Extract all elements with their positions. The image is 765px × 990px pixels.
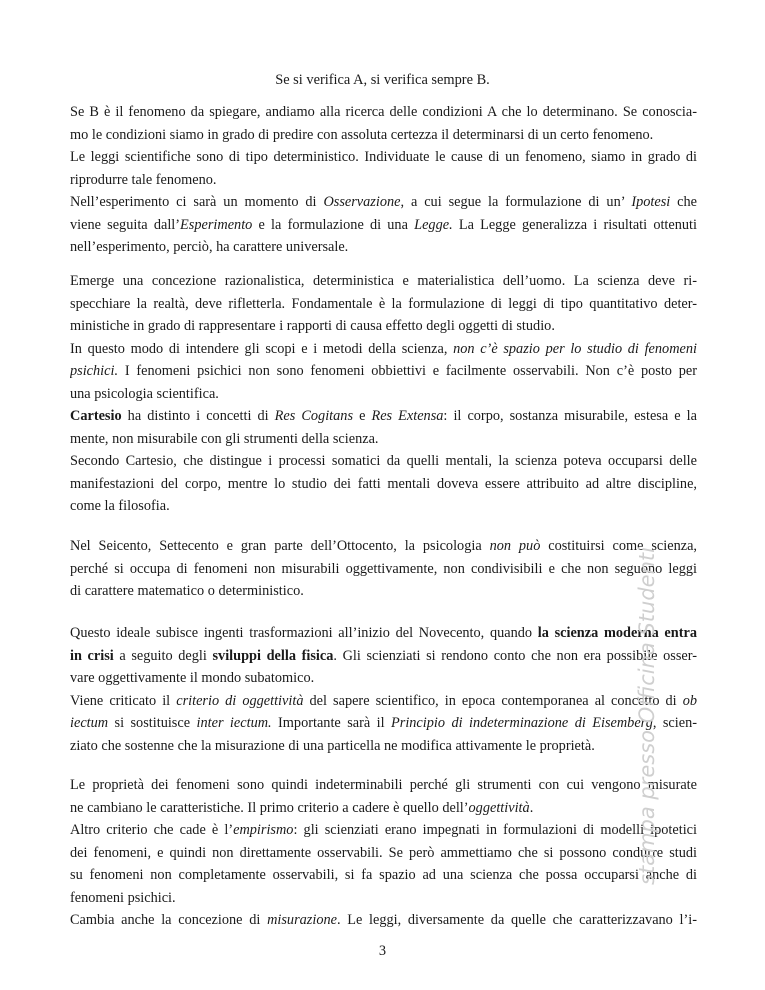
- text-run: ne cambiano le caratteristiche. Il primo criterio a cadere è quello dell’: [70, 799, 469, 816]
- text-run: I fenomeni psichici non sono fenomeni obbiettivi e facilmente osservabili. Non c’è posto per: [118, 363, 697, 379]
- text-run: Nel Seicento, Settecento e gran parte dell’Ottocento, la psicologia: [70, 538, 490, 554]
- text-run: Nell’esperimento ci sarà un momento di: [70, 194, 324, 210]
- text-run: ministiche in grado di rappresentare i rapporti di causa effetto degli oggetti di studio.: [70, 318, 555, 334]
- text-line: [70, 124, 697, 147]
- text-run: su fenomeni non completamente osservabili, si fa spazio ad una scienza che possa occuparsi anche di: [70, 867, 697, 883]
- bold-text: Cartesio: [70, 408, 122, 424]
- text-run: ziato che sostenne che la misurazione di una particella ne modifica attivamente le proprietà.: [70, 737, 595, 754]
- text-run: di carattere matematico o deterministico.: [70, 583, 304, 599]
- italic-text: iectum: [70, 715, 109, 731]
- italic-text: Res Extensa: [371, 408, 444, 424]
- text-line: [70, 473, 697, 496]
- text-line: [70, 169, 697, 192]
- text-run: riprodurre tale fenomeno.: [70, 171, 217, 188]
- text-run: Altro criterio che cade è l’: [70, 822, 234, 838]
- text-line: [70, 667, 697, 690]
- paragraph-block: [70, 622, 697, 757]
- text-run: costituirsi come scienza,: [540, 538, 697, 554]
- text-run: Importante sarà il: [271, 715, 392, 731]
- text-run: manifestazioni del corpo, mentre lo studio dei fatti mentali doveva essere attribuito ad altre discipline,: [70, 475, 697, 492]
- italic-text: psichici.: [70, 363, 119, 379]
- italic-text: Legge.: [414, 216, 453, 233]
- text-line: [70, 293, 697, 316]
- italic-text: Esperimento: [180, 216, 253, 233]
- text-line: [70, 774, 697, 797]
- text-line: [70, 819, 697, 842]
- bold-text: in crisi: [70, 647, 114, 664]
- italic-text: non c’è spazio per lo studio di fenomeni: [453, 340, 697, 357]
- italic-text: non può: [489, 538, 541, 554]
- text-run: mente, non misurabile con gli strumenti della scienza.: [70, 430, 379, 447]
- paragraph-block: [70, 774, 697, 932]
- text-run: specchiare la realtà, deve rifletterla. Fondamentale è la formulazione di leggi di tipo quantitativo deter-: [70, 295, 697, 312]
- text-line: [70, 690, 697, 713]
- text-run: mo le condizioni siamo in grado di predire con assoluta certezza il determinarsi di un certo fenomeno.: [70, 126, 654, 143]
- text-run: vare oggettivamente il mondo subatomico.: [70, 670, 315, 686]
- text-line: [70, 360, 697, 383]
- text-run: Cambia anche la concezione di: [70, 912, 268, 928]
- text-run: perché si occupa di fenomeni non misurabili oggettivamente, non condivisibili e che non seguono leggi: [70, 560, 697, 577]
- bold-text: sviluppi della fisica: [212, 647, 334, 664]
- text-line: [70, 712, 697, 735]
- text-line: [70, 864, 697, 887]
- text-run: : gli scienziati erano impegnati in formulazioni di modelli ipotetici: [293, 822, 697, 838]
- text-run: , scien-: [652, 715, 697, 731]
- italic-text: oggettività: [468, 799, 530, 816]
- text-line: [70, 146, 697, 169]
- text-run: viene seguita dall’: [70, 216, 181, 233]
- italic-text: inter iectum.: [196, 715, 272, 731]
- text-run: . Le leggi, diversamente da quelle che caratterizzavano l’i-: [336, 912, 697, 928]
- text-line: [70, 450, 697, 473]
- text-run: .: [529, 799, 534, 816]
- text-run: La Legge generalizza i risultati ottenuti: [452, 216, 697, 233]
- text-run: a seguito degli: [113, 647, 213, 664]
- italic-text: ob: [682, 692, 697, 709]
- text-run: e: [353, 408, 372, 424]
- paragraph-block: [70, 270, 697, 518]
- text-line: [70, 270, 697, 293]
- text-line: [70, 535, 697, 558]
- text-run: e la formulazione di una: [252, 216, 415, 233]
- text-run: Secondo Cartesio, che distingue i processi somatici da quelli mentali, la scienza poteva occuparsi delle: [70, 453, 697, 469]
- text-run: dei fenomeni, e quindi non direttamente osservabili. Se però ammettiamo che si possono condurre studi: [70, 844, 697, 861]
- text-line: [70, 405, 697, 428]
- text-line: [70, 338, 697, 361]
- text-line: [70, 645, 697, 668]
- text-line: [70, 495, 697, 518]
- text-run: come la filosofia.: [70, 498, 170, 514]
- text-run: si sostituisce: [108, 715, 197, 731]
- text-line: [70, 236, 697, 259]
- text-run: del sapere scientifico, in epoca contemporanea al concetto di: [303, 692, 683, 709]
- text-run: : il corpo, sostanza misurabile, estesa e la: [443, 408, 697, 424]
- text-line: [70, 428, 697, 451]
- text-run: , a cui segue la formulazione di un’: [400, 194, 632, 210]
- centered-heading: Se si verifica A, si verifica sempre B.: [275, 72, 490, 88]
- text-run: In questo modo di intendere gli scopi e i metodi della scienza,: [70, 340, 454, 357]
- text-run: Viene criticato il: [70, 692, 177, 709]
- text-line: [70, 580, 697, 603]
- italic-text: misurazione: [267, 912, 337, 928]
- text-line: [70, 842, 697, 865]
- bold-text: la scienza moderna entra: [537, 625, 697, 641]
- text-line: [70, 735, 697, 758]
- text-line: [70, 383, 697, 406]
- italic-text: Ipotesi: [631, 194, 671, 210]
- text-run: che: [670, 194, 697, 210]
- paragraph-block: [70, 535, 697, 603]
- watermark: stampa presso Officina Studenti: [635, 547, 659, 885]
- italic-text: criterio di oggettività: [176, 692, 304, 709]
- text-line: [70, 622, 697, 645]
- italic-text: Res Cogitans: [274, 408, 354, 424]
- text-line: [70, 887, 697, 910]
- paragraph-block: [70, 101, 697, 259]
- text-line: [70, 558, 697, 581]
- text-run: ha distinto i concetti di: [121, 408, 275, 424]
- text-run: Se B è il fenomeno da spiegare, andiamo alla ricerca delle condizioni A che lo determinano. Se conoscia-: [70, 104, 697, 120]
- text-run: Questo ideale subisce ingenti trasformazioni all’inizio del Novecento, quando: [70, 625, 538, 641]
- text-run: nell’esperimento, perciò, ha carattere universale.: [70, 239, 349, 255]
- text-run: una psicologia scientifica.: [70, 385, 219, 402]
- text-run: Emerge una concezione razionalistica, deterministica e materialistica dell’uomo. La scienza deve ri-: [70, 273, 697, 289]
- text-line: [70, 797, 697, 820]
- text-run: fenomeni psichici.: [70, 889, 176, 906]
- text-run: Le leggi scientifiche sono di tipo deterministico. Individuate le cause di un fenomeno, siamo in grado di: [70, 149, 697, 165]
- text-run: Le proprietà dei fenomeni sono quindi indeterminabili perché gli strumenti con cui vengono misurate: [70, 777, 697, 793]
- italic-text: Principio di indeterminazione di Eisemberg: [391, 715, 653, 731]
- text-line: [70, 214, 697, 237]
- text-run: . Gli scienziati si rendono conto che non era possibile osser-: [333, 647, 697, 664]
- page-number: 3: [378, 943, 387, 959]
- italic-text: Osservazione: [323, 194, 401, 210]
- text-line: [70, 101, 697, 124]
- text-line: [70, 315, 697, 338]
- italic-text: empirismo: [233, 822, 294, 838]
- text-line: [70, 909, 697, 932]
- text-line: [70, 191, 697, 214]
